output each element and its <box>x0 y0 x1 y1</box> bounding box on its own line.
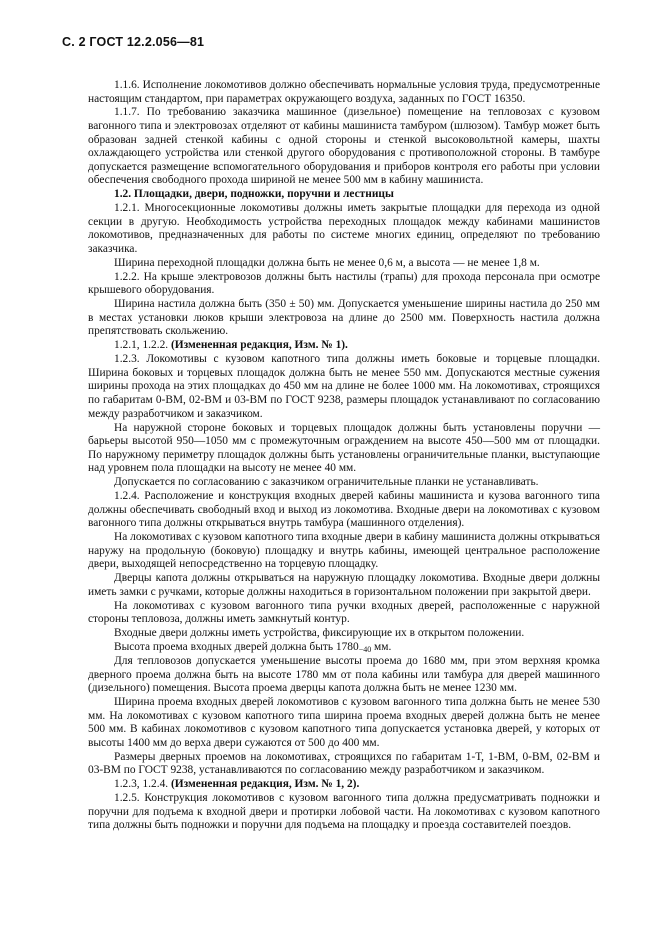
amendment-note-2 <box>88 778 600 792</box>
paragraph-door-handles: На локомотивах с кузовом вагонного типа ручки входных дверей, расположенные с наружной стороны тепловоза, должны иметь замкнутый контур. <box>88 599 600 626</box>
paragraph-door-fixing: Входные двери должны иметь устройства, фиксирующие их в открытом положении. <box>114 627 525 640</box>
amendment-note-1 <box>88 339 600 353</box>
paragraph-hood-hatches: Дверцы капота должны открываться на наружную площадку локомотива. Входные двери должны иметь замки с ручками, которые должны находиться в горизонтальном положении при закрытой двери. <box>88 572 600 598</box>
paragraph-hood-type-doors: На локомотивах с кузовом капотного типа входные двери в кабину машиниста должны открываться наружу на продольную (боковую) площадку и внутрь кабины, имеющей центральное расположение двери, выходящей непосредственно на торцевую площадку. <box>88 531 600 571</box>
paragraph-1-2-1: 1.2.1. Многосекционные локомотивы должны иметь закрытые площадки для перехода из одной секции в другую. Необходимость устройства переходных площадок между кабинами машинистов локомотивов, предназначенных для работы по системе многих единиц, определяют по требованию заказчика. <box>88 202 600 256</box>
paragraph-1-1-7: 1.1.7. По требованию заказчика машинное (дизельное) помещение на тепловозах с кузовом вагонного типа и электровозах отделяют от кабины машиниста тамбуром (шлюзом). Тамбур может быть образован задней стенкой кабины с одной стороны и стенкой высоковольтной камеры, шахты охлаждающего устройства или стенкой другого оборудования с противоположной стороны. В тамбуре допускается размещение вспомогательного оборудования и приборов контроля его работы при условии обеспечения свободного прохода шириной не менее 500 мм в кабину машиниста. <box>88 106 600 187</box>
paragraph-door-height <box>88 641 600 655</box>
paragraph-door-width: Ширина проема входных дверей локомотивов с кузовом вагонного типа должна быть не менее 530 мм. На локомотивах с кузовом капотного типа ширина проема входных дверей должна быть не менее 500 мм. В кабинах локомотивов с кузовом капотного типа допускается установка дверей, у которых от высоты 1400 мм до верха двери сужаются от 500 до 400 мм. <box>88 696 600 749</box>
paragraph-door-sizes: Размеры дверных проемов на локомотивах, строящихся по габаритам 1-Т, 1-ВМ, 0-ВМ, 02-ВМ и 03-ВМ по ГОСТ 9238, устанавливаются по согласованию между разработчиком и заказчиком. <box>88 750 600 777</box>
paragraph-1-1-6: 1.1.6. Исполнение локомотивов должно обеспечивать нормальные условия труда, предусмотренные настоящим стандартом, при параметрах окружающего воздуха, заданных по ГОСТ 16350. <box>88 79 600 105</box>
amendment-label: (Измененная редакция, Изм. № 1). <box>170 339 348 352</box>
door-height-text: Высота проема входных дверей должна быть 1780 <box>114 641 359 654</box>
paragraph-1-2-3: 1.2.3. Локомотивы с кузовом капотного типа должны иметь боковые и торцевые площадки. Ширина боковых и торцевых площадок должна быть не менее 550 мм. Допускаются местные сужения ширины прохода на этих площадках до 450 мм на длине не более 1000 мм. На локомотивах, строящихся по габаритам 0-ВМ, 02-ВМ и 03-ВМ по ГОСТ 9238, размеры площадок устанавливают по согласованию между разработчиком и заказчиком. <box>88 353 600 420</box>
paragraph-handrails: На наружной стороне боковых и торцевых площадок должны быть установлены поручни — барьеры высотой 950—1050 мм с промежуточным ограждением на высоте 450—500 мм от площадки. По наружному периметру площадок должны быть установлены ограничительные планки, выступающие над уровнем пола площадки на высоту не менее 40 мм. <box>88 421 600 475</box>
amendment-ref: 1.2.1, 1.2.2. <box>114 339 169 352</box>
paragraph-platform-width: Ширина переходной площадки должна быть не менее 0,6 м, а высота — не менее 1,8 м. <box>114 256 540 269</box>
section-heading-1-2: 1.2. Площадки, двери, подножки, поручни и лестницы <box>114 188 394 201</box>
door-height-tolerance: −40 <box>358 645 372 655</box>
amendment-label: (Измененная редакция, Изм. № 1, 2). <box>170 778 360 791</box>
paragraph-1-2-5: 1.2.5. Конструкция локомотивов с кузовом вагонного типа должна предусматривать подножки и поручни для подъема к входной двери и протирки лобовой части. На локомотивах с кузовом капотного типа должны быть подножки и поручни для подъема на площадку и проезда составителей поездов. <box>88 792 600 832</box>
page-header: С. 2 ГОСТ 12.2.056—81 <box>62 35 205 49</box>
amendment-ref: 1.2.3, 1.2.4. <box>114 778 169 791</box>
paragraph-1-2-4: 1.2.4. Расположение и конструкция входных дверей кабины машиниста и кузова вагонного типа должны обеспечивать свободный вход и выход из локомотива. Входные двери на локомотивах с кузовом вагонного типа должны открываться внутрь тамбура (машинного отделения). <box>88 490 600 530</box>
door-height-unit: мм. <box>371 641 392 654</box>
document-body <box>88 79 600 833</box>
paragraph-1-2-2: 1.2.2. На крыше электровозов должны быть настилы (трапы) для прохода персонала при осмотре крышевого оборудования. <box>88 270 600 297</box>
paragraph-planks: Допускается по согласованию с заказчиком ограничительные планки не устанавливать. <box>114 476 539 489</box>
paragraph-diesel-door-height: Для тепловозов допускается уменьшение высоты проема до 1680 мм, при этом верхняя кромка дверного проема должна быть на высоте 1780 мм от пола кабины или тамбура для дверей машинного (дизельного) помещения. Высота проема дверцы капота должна быть не менее 1230 мм. <box>88 654 600 695</box>
paragraph-walkway-width: Ширина настила должна быть (350 ± 50) мм. Допускается уменьшение ширины настила до 250 мм в местах установки люков крыши электровоза на длине до 2500 мм. Поверхность настила должна препятствовать скольжению. <box>88 298 600 338</box>
